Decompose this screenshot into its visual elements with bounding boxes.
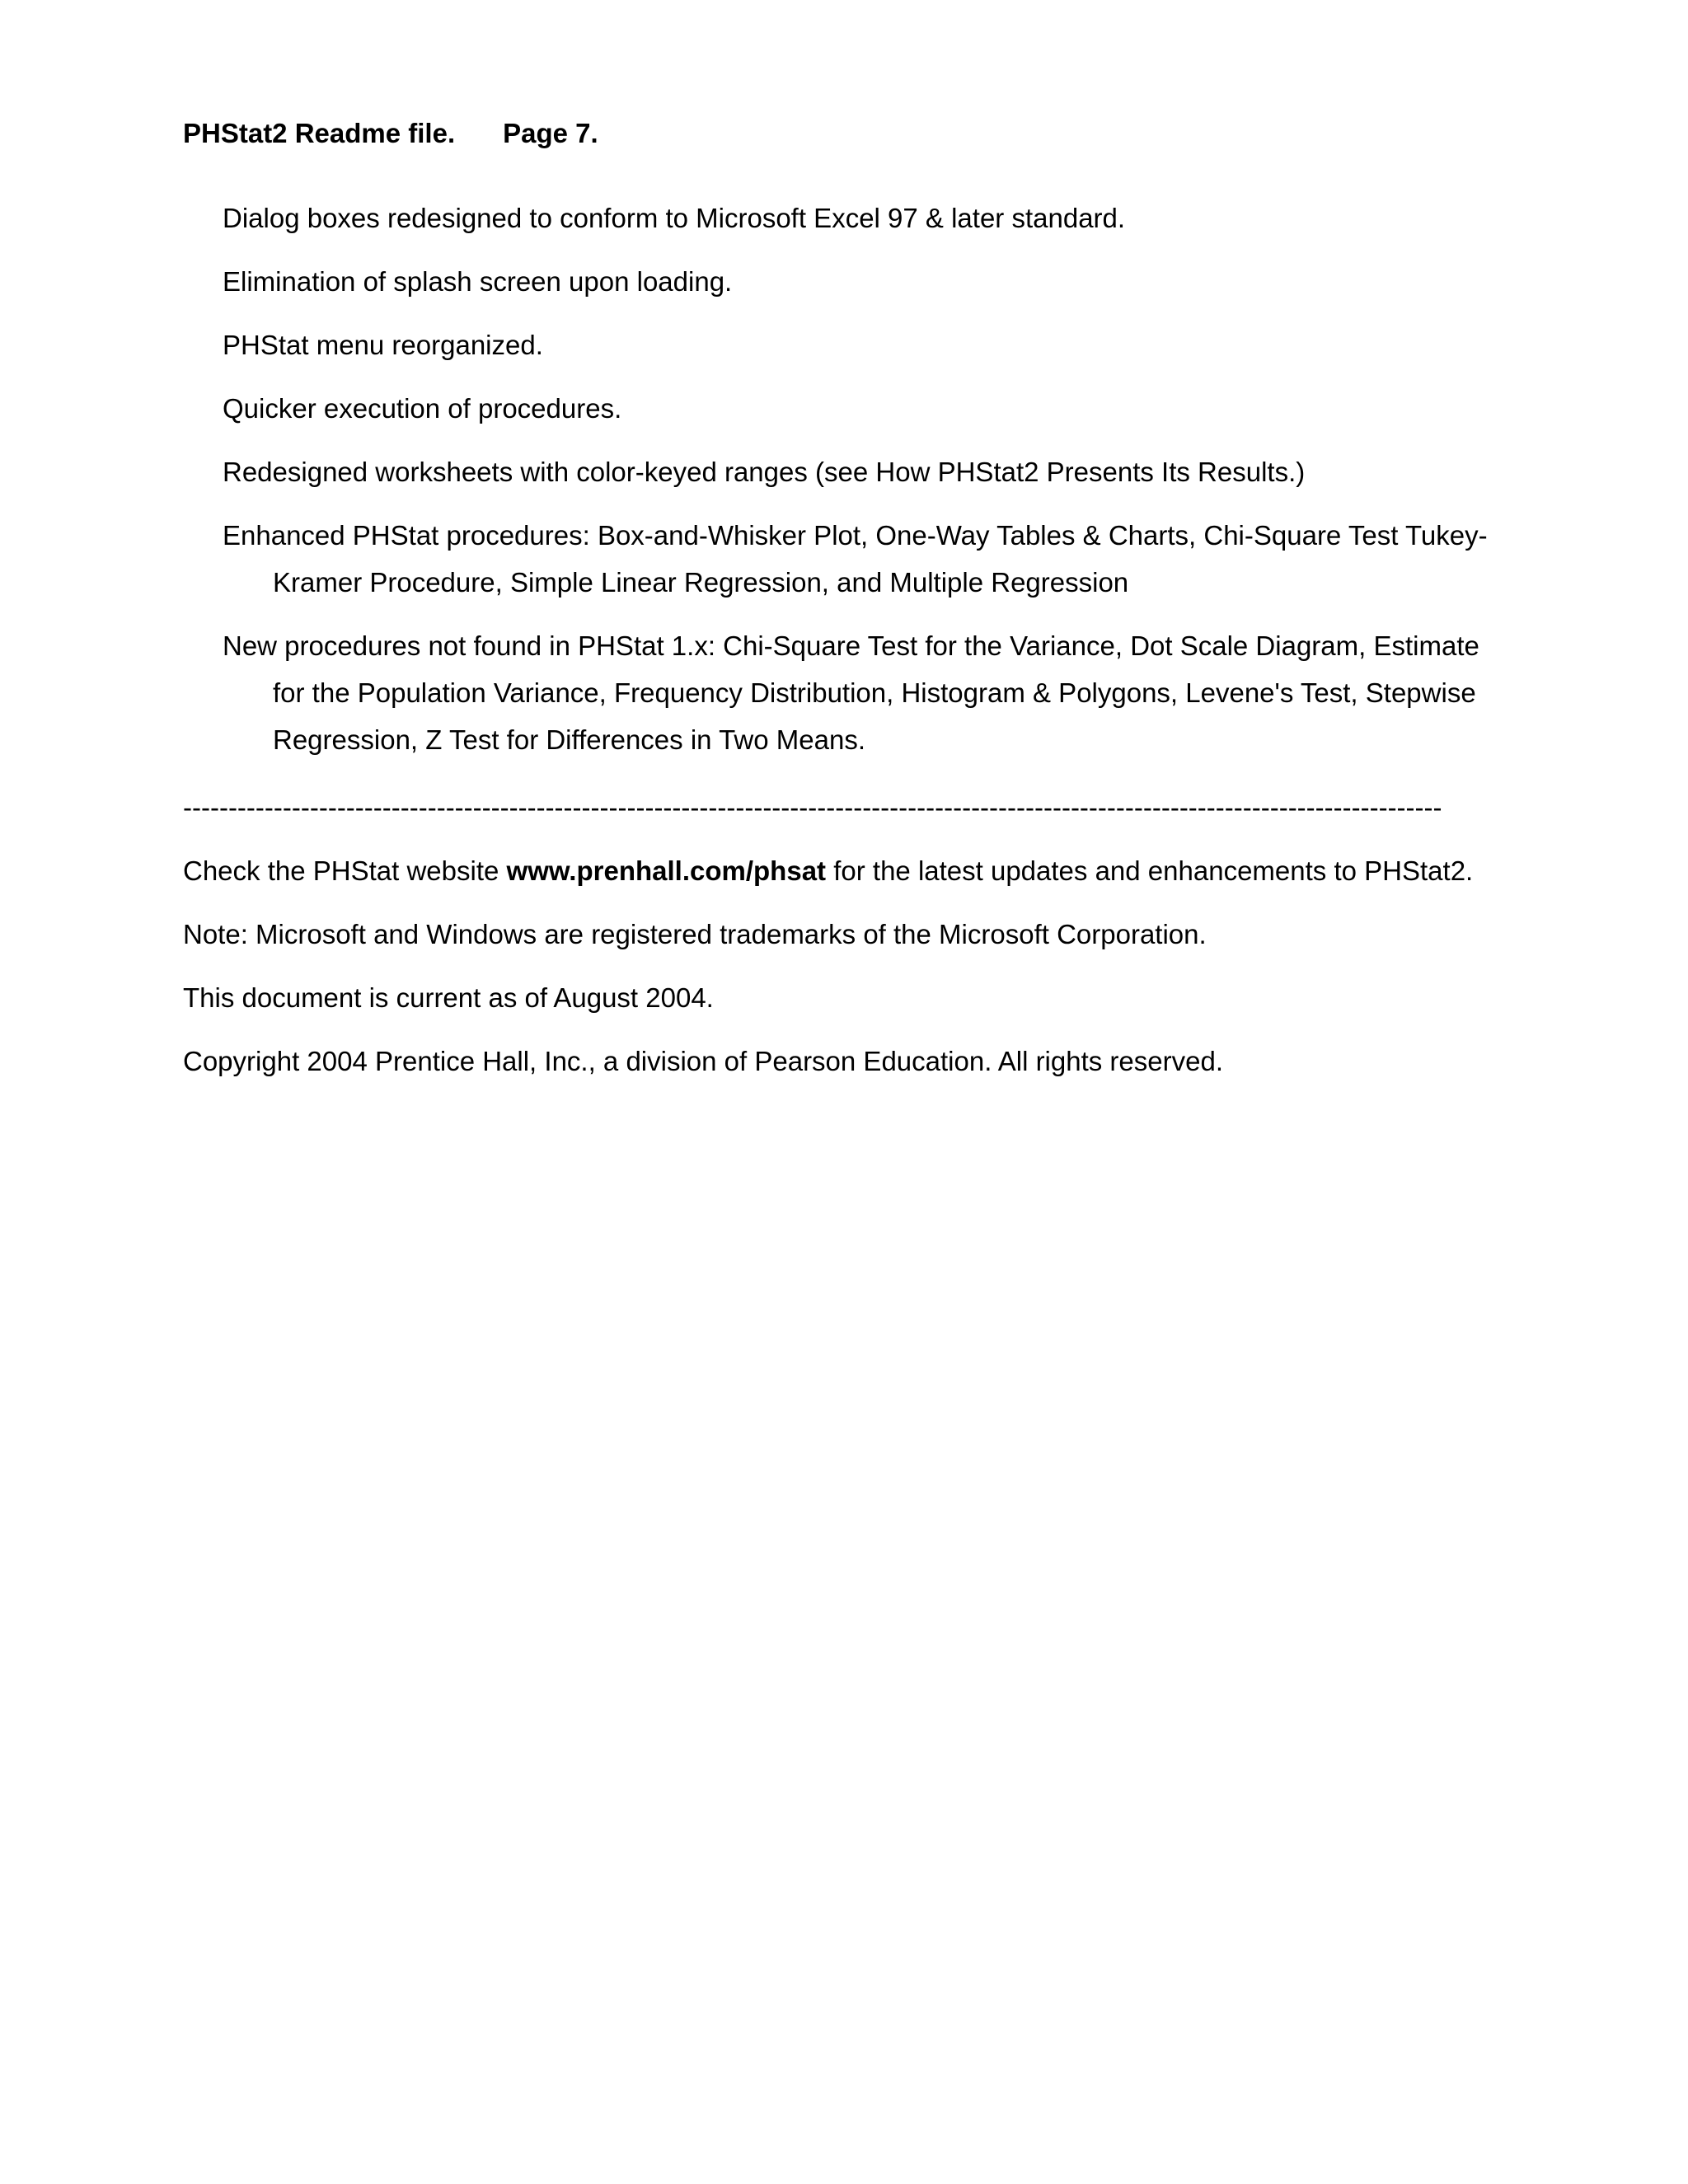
page-header: [183, 114, 598, 153]
footer-notes: [183, 847, 1535, 1101]
copyright-note: Copyright 2004 Prentice Hall, Inc., a division of Pearson Education. All rights reserved.: [183, 1046, 1223, 1076]
list-item: Redesigned worksheets with color-keyed ranges (see How PHStat2 Presents Its Results.): [223, 457, 1306, 487]
dashed-separator: -------------------------------------------------------------------------------------------------------------------------------------------: [183, 792, 1442, 823]
document-title: PHStat2 Readme file.: [183, 118, 456, 148]
trademark-note: Note: Microsoft and Windows are registered trademarks of the Microsoft Corporation.: [183, 919, 1207, 949]
list-item: Dialog boxes redesigned to conform to Microsoft Excel 97 & later standard.: [223, 203, 1126, 233]
list-item: PHStat menu reorganized.: [223, 330, 543, 360]
website-url: www.prenhall.com/phsat: [506, 855, 827, 886]
list-item: Elimination of splash screen upon loading.: [223, 266, 733, 297]
current-as-of-note: This document is current as of August 2004.: [183, 982, 714, 1013]
list-item: New procedures not found in PHStat 1.x: Chi-Square Test for the Variance, Dot Scale Diagram, Estimate for the Population Variance, Frequency Distribution, Histogram & Polygons, Levene's Test, Stepwise Regression, Z Test for Differences in Two Means.: [223, 630, 1479, 755]
list-item: Enhanced PHStat procedures: Box-and-Whisker Plot, One-Way Tables & Charts, Chi-Square Test Tukey-Kramer Procedure, Simple Linear Regression, and Multiple Regression: [223, 520, 1488, 598]
website-note-suffix: for the latest updates and enhancements to PHStat2.: [826, 855, 1474, 886]
website-note-prefix: Check the PHStat website: [183, 855, 507, 886]
website-note: [183, 847, 1535, 894]
page-number: Page 7.: [503, 118, 598, 148]
enhancements-list: [223, 194, 1517, 780]
list-item: Quicker execution of procedures.: [223, 393, 622, 424]
